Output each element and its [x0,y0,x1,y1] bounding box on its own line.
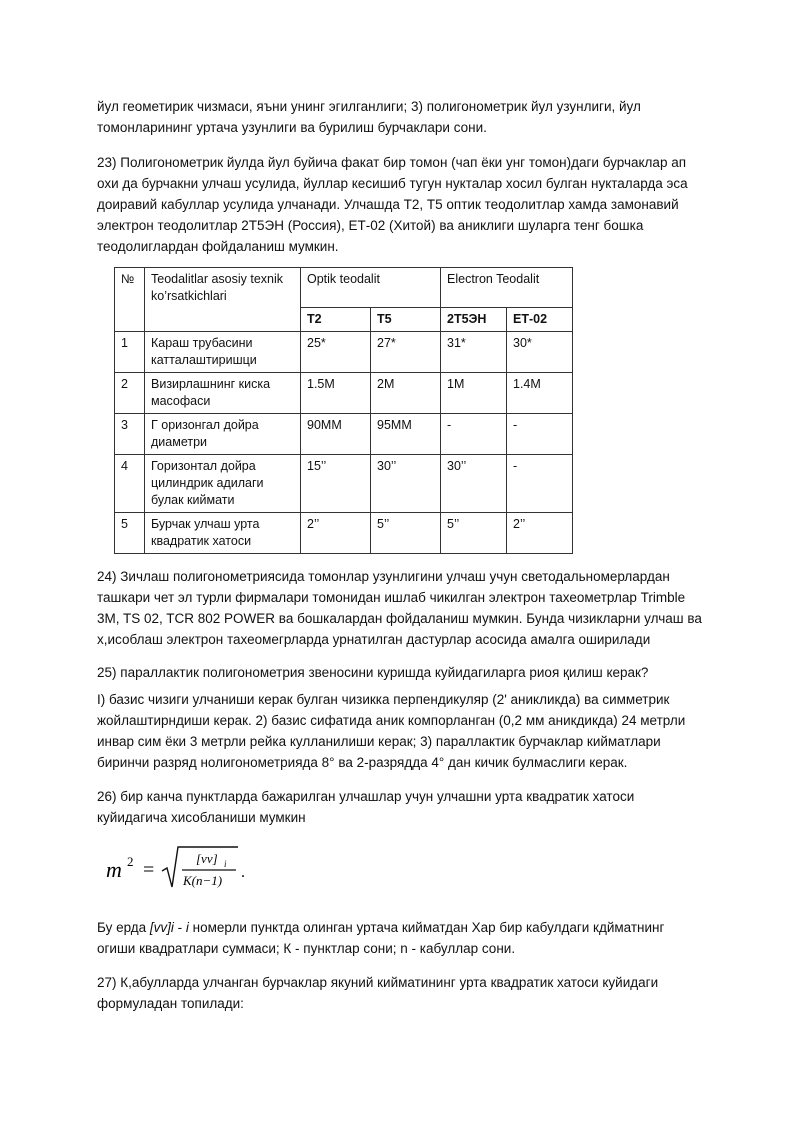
cell-value: 30* [507,332,573,373]
text-line: 3M, TS 02, TCR 802 POWER ва бошкалардан фойдаланиш мумкин. Бунда чизикларни улчаш ва [97,611,702,626]
text-line: формуладан топилади: [97,996,244,1011]
text-line: доиравий кабуллар усулида улчанади. Улчашда Т2, Т5 оптик теодолитлар хамда замонавий [97,197,679,212]
text-line: йул геометирик чизмаси, яъни унинг эгилганлиги; 3) полигонометрик йул узунлиги, йул [97,99,641,114]
paragraph-23 [97,152,707,257]
row-parameter: Бурчак улчаш урта квадратик хатоси [145,513,301,554]
cell-value: 5’’ [441,513,507,554]
text-line: 25) параллактик полигонометрия звеносини куришда куйидагиларга риоя қилиш керак? [97,665,649,680]
intro-paragraph [97,96,707,138]
header-parameter: Teodalitlar asosiy texnik ko’rsatkichlari [145,268,301,332]
cell-value: 5’’ [371,513,441,554]
formula-denominator: K(n−1) [183,873,223,888]
text-line: томонларининг уртача узунлиги ва бурилиш бурчаклари сони. [97,120,487,135]
formula-equals: = [143,859,155,881]
cell-value: 31* [441,332,507,373]
text-line: жойлаштирндиши керак. 2) базис сифатида аник компорланган (0,2 мм аникдикда) 24 метрли [97,713,686,728]
cell-value: 2’’ [507,513,573,554]
table-row [115,414,573,455]
table-row [115,455,573,513]
table-row [115,373,573,414]
paragraph-25 [97,689,707,773]
formula-exponent: 2 [127,854,134,869]
cell-value: 27* [371,332,441,373]
text-line: 26) бир канча пунктларда бажарилган улчашлар учун улчашни урта квадратик хатоси [97,789,635,804]
text-span: Бу ерда [97,920,150,935]
formula-graphic [106,843,256,895]
row-parameter: Караш трубасини катталаштиришци [145,332,301,373]
cell-value: 30’’ [371,455,441,513]
vv-symbol: [vv]i [149,920,174,935]
table-row [115,332,573,373]
text-line [97,917,707,938]
table-header-row [115,268,573,308]
row-parameter: Г оризонгал дойра диаметри [145,414,301,455]
row-number: 5 [115,513,145,554]
row-number: 2 [115,373,145,414]
rms-error-formula [106,843,256,893]
row-number: 1 [115,332,145,373]
table-row [115,513,573,554]
formula-lhs: m [106,857,122,882]
text-line: электрон теодолитлар 2Т5ЭН (Россия), ЕТ-02 (Хитой) ва аниклиги шуларга тенг бошка [97,218,644,233]
paragraph-27 [97,972,707,1014]
text-line: куйидагича хисобланиши мумкин [97,810,306,825]
text-line: 27) К,абулларда улчанган бурчаклар якуний кийматининг урта квадратик хатоси куйидаги [97,975,659,990]
text-line: I) базис чизиги улчаниши керак булган чизикка перпендикуляр (2' аникликда) ва симметрик [97,692,670,707]
text-span: номерли пунктда олинган уртача кийматдан Хар бир кабулдаги кдйматнинг [188,920,665,935]
header-optic: Optik teodalit [301,268,441,308]
cell-value: 2М [371,373,441,414]
paragraph-26 [97,786,707,828]
cell-value: 1.4М [507,373,573,414]
cell-value: 15’’ [301,455,371,513]
cell-value: 25* [301,332,371,373]
text-line: теодолиглардан фойдаланиш мумкин. [97,239,339,254]
paragraph-explanation [97,917,707,959]
theodolite-spec-table [114,267,573,554]
text-line: инвар сим ёки 3 метрли рейка кулланилиши керак; 3) параллактик бурчаклар кийматлари [97,734,661,749]
cell-value: 30’’ [441,455,507,513]
cell-value: - [507,414,573,455]
model-t2: Т2 [301,308,371,332]
formula-dot: . [241,864,245,881]
row-parameter: Горизонтал дойра цилиндрик адилаги булак киймати [145,455,301,513]
i-symbol: i [185,920,189,935]
text-span: - [173,920,186,935]
text-line: охи да бурчакни улчаш усулида, йуллар кесишиб тугун нукталар хосил булган нукталарда эса [97,176,688,191]
paragraph-25-title [97,662,707,683]
cell-value: 2’’ [301,513,371,554]
header-number: № [115,268,145,332]
row-number: 4 [115,455,145,513]
text-line: огиши квадратлари суммаси; К - пунктлар сони; n - кабуллар сони. [97,941,516,956]
row-number: 3 [115,414,145,455]
cell-value: 95ММ [371,414,441,455]
cell-value: 1М [441,373,507,414]
model-2t5en: 2Т5ЭН [441,308,507,332]
formula-numerator: [vv] [196,851,218,866]
cell-value: 90ММ [301,414,371,455]
cell-value: 1.5М [301,373,371,414]
row-parameter: Визирлашнинг киска масофаси [145,373,301,414]
paragraph-24 [97,566,707,650]
text-line: х,исоблаш электрон тахеомегрларда урнатилган дастурлар асосида амалга оширилади [97,632,651,647]
text-line: ташкари чет эл турли фирмалари томонидан ишлаб чикилган электрон тахеометрлар Trimble [97,590,686,605]
text-line: 24) Зичлаш полигонометриясида томонлар узунлигини улчаш учун светодальномерлардан [97,569,670,584]
cell-value: - [441,414,507,455]
model-t5: Т5 [371,308,441,332]
text-line: 23) Полигонометрик йулда йул буйича факат бир томон (чап ёки унг томон)даги бурчаклар ап [97,155,687,170]
formula-numerator-sub: i [224,859,227,869]
cell-value: - [507,455,573,513]
text-line: биринчи разряд нолигонометрияда 8° ва 2-разрядда 4° дан кичик булмаслиги керак. [97,755,628,770]
header-electron: Electron Teodalit [441,268,573,308]
model-et02: ЕТ-02 [507,308,573,332]
